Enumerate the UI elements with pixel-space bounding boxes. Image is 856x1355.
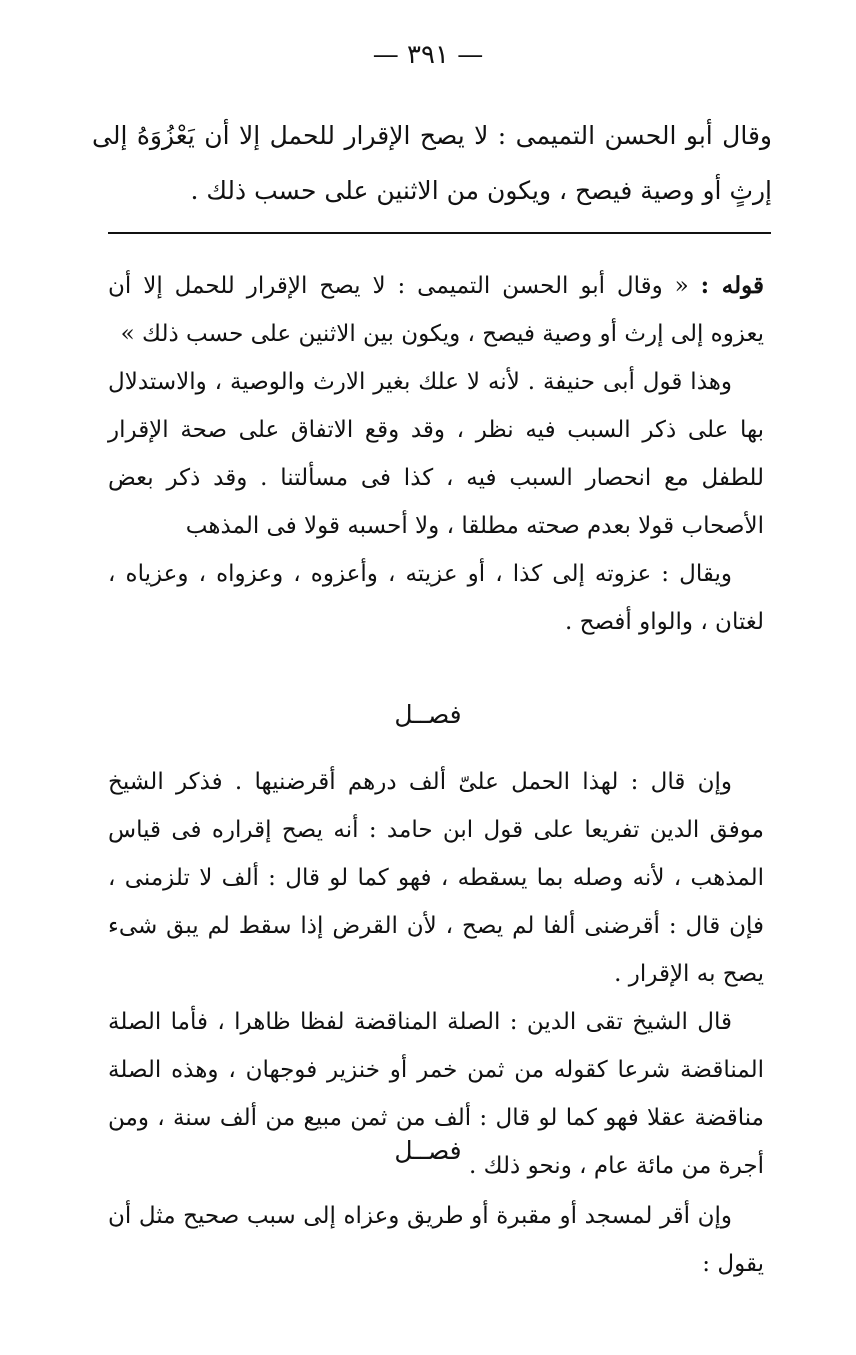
text-divider [108, 232, 771, 234]
page-number: — ٣٩١ — [372, 40, 484, 70]
commentary [108, 262, 764, 646]
section-paragraph: قال الشيخ تقى الدين : الصلة المناقضة لفظا ظاهرا ، فأما الصلة المناقضة شرعا كقوله من ثمن خمر أو خنزير فوجهان ، وهذه الصلة مناقضة عقلا فهو كما لو قال : ألف من ثمن مبيع من ألف سنة ، ومن أجرة من مائة عام ، ونحو ذلك . [108, 1009, 764, 1179]
section-paragraph: وإن قال : لهذا الحمل علىّ ألف درهم أقرضنيها . فذكر الشيخ موفق الدين تفريعا على قول ابن حامد : أنه يصح إقراره فى قياس المذهب ، لأنه وصله بما يسقطه ، فهو كما لو قال : ألف لا تلزمنى ، فإن قال : أقرضنى ألفا لم يصح ، لأن القرض إذا سقط لم يبق شىء يصح به الإقرار . [108, 769, 764, 987]
commentary-lead: قوله : [700, 272, 764, 299]
commentary-paragraph: وهذا قول أبى حنيفة . لأنه لا علك بغير الارث والوصية ، والاستدلال بها على ذكر السبب فيه نظر ، وقد وقع الاتفاق على صحة الإقرار للطفل مع انحصار السبب فيه ، كذا فى مسألتنا . وقد ذكر بعض الأصحاب قولا بعدم صحته مطلقا ، ولا أحسبه قولا فى المذهب [108, 369, 764, 539]
section-heading: فصــل [394, 1136, 462, 1165]
commentary-paragraph: ويقال : عزوته إلى كذا ، أو عزيته ، وأعزوه ، وعزواه ، وعزياه ، لغتان ، والواو أفصح . [108, 561, 764, 635]
commentary-quote: « وقال أبو الحسن التميمى : لا يصح الإقرار للحمل إلا أن يعزوه إلى إرث أو وصية فيصح ، ويكون بين الاثنين على حسب ذلك » [108, 273, 764, 347]
section-paragraph: وإن أقر لمسجد أو مقبرة أو طريق وعزاه إلى سبب صحيح مثل أن يقول : [108, 1203, 764, 1277]
commentary-quote-paragraph [108, 262, 764, 358]
section-heading: فصــل [394, 700, 462, 729]
main-text: وقال أبو الحسن التميمى : لا يصح الإقرار للحمل إلا أن يَعْزُوَهُ إلى إرثٍ أو وصية فيصح ، ويكون من الاثنين على حسب ذلك . [92, 121, 772, 205]
section-body [108, 758, 764, 1190]
section-body [108, 1192, 764, 1288]
